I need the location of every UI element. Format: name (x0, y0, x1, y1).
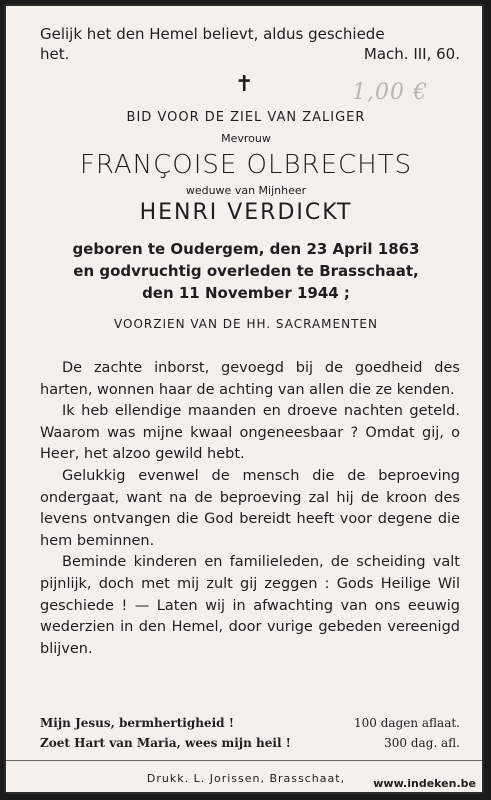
prayer-row (40, 713, 460, 733)
life-details (6, 238, 484, 304)
motto (40, 24, 460, 64)
prayer-row (40, 733, 460, 753)
paragraph: Beminde kinderen en familieleden, de scheiding valt pijnlijk, doch met mij zult gij zeggen : Gods Heilige Wil geschiede ! — Laten wij in afwachting van ons eeuwig wederzien in den Hemel, door vurige gebeden vereenigd blijven. (40, 554, 460, 657)
death-date: den 11 November 1944 ; (142, 284, 350, 302)
prayer-indulgence: 100 dagen aflaat. (354, 716, 460, 730)
prayer-text: Zoet Hart van Maria, wees mijn heil ! (40, 736, 291, 750)
watermark-link[interactable]: www.indeken.be (373, 777, 476, 790)
motto-reference: Mach. III, 60. (363, 45, 460, 63)
motto-line-2: het. (40, 45, 70, 63)
prayer-heading: BID VOOR DE ZIEL VAN ZALIGER (126, 110, 366, 125)
price-mark: 1,00 € (352, 80, 428, 105)
paragraph: Gelukkig evenwel de mensch die de beproeving ondergaat, want na de beproeving zal hij de kroon des levens ontvangen die God bereidt heeft voor degene die hem beminnen. (40, 467, 460, 549)
paragraph: Ik heb ellendige maanden en droeve nachten geteld. Waarom was mijne kwaal ongeneesbaar ? Omdat gij, o Heer, het alzoo gewild hebt. (40, 403, 460, 463)
divider (6, 760, 484, 761)
motto-line-1: Gelijk het den Hemel believt, aldus geschiede (40, 25, 385, 43)
prayer-indulgence: 300 dag. afl. (384, 736, 460, 750)
printer-credit: Drukk. L. Jorissen, Brasschaat, (146, 772, 346, 785)
memorial-card (4, 4, 484, 794)
sacraments-line: VOORZIEN VAN DE HH. SACRAMENTEN (114, 317, 378, 331)
cross-icon: ✝ (235, 72, 254, 97)
prayer-list (40, 713, 460, 753)
paragraph: De zachte inborst, gevoegd bij de goedheid des harten, wonnen haar de achting van allen die ze kenden. (40, 360, 460, 398)
birth-line: geboren te Oudergem, den 23 April 1863 (72, 240, 420, 258)
prayer-text: Mijn Jesus, bermhertigheid ! (40, 716, 234, 730)
honorific: Mevrouw (221, 132, 271, 145)
relation-text: weduwe van Mijnheer (185, 184, 307, 197)
death-line: en godvruchtig overleden te Brasschaat, (73, 262, 419, 280)
spouse-name: HENRI VERDICKT (139, 200, 353, 225)
memorial-text (40, 358, 460, 660)
deceased-name: FRANÇOISE OLBRECHTS (79, 150, 413, 180)
